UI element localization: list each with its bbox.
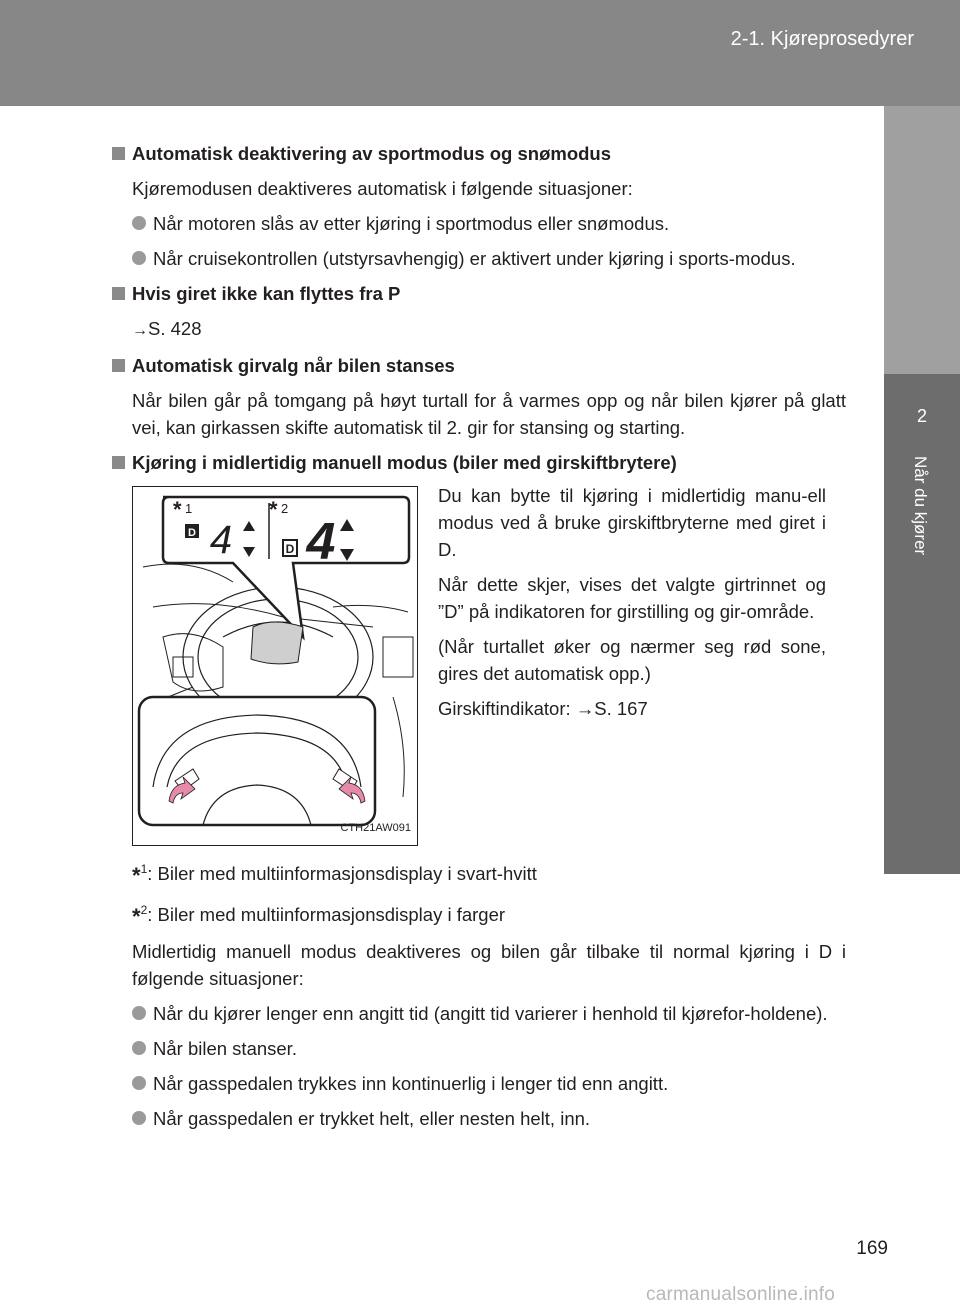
list-item: Når bilen stanser.: [132, 1035, 846, 1062]
paragraph: (Når turtallet øker og nærmer seg rød sone, gires det automatisk opp.): [438, 636, 826, 684]
round-bullet-icon: [132, 1041, 146, 1055]
arrow-right-icon: →: [132, 322, 148, 339]
svg-text:*: *: [269, 497, 278, 522]
square-bullet-icon: [112, 287, 125, 300]
section-heading: Kjøring i midlertidig manuell modus (biler med girskiftbrytere): [112, 449, 846, 476]
page-number: 169: [856, 1238, 888, 1259]
note-mark-1: 1: [185, 501, 193, 516]
square-bullet-icon: [112, 359, 125, 372]
list-item: Når du kjører lenger enn angitt tid (angitt tid varierer i henhold til kjørefor-holdene).: [132, 1000, 846, 1027]
footnote-2: *$^2$: Biler med multiinformasjonsdisplay i farger: [132, 903, 506, 930]
list-item: Når motoren slås av etter kjøring i sportmodus eller snømodus.: [132, 210, 846, 237]
footnote-1: *$^1$: Biler med multiinformasjonsdisplay i svart-hvitt: [132, 862, 537, 889]
round-bullet-icon: [132, 251, 146, 265]
round-bullet-icon: [132, 1006, 146, 1020]
round-bullet-icon: [132, 216, 146, 230]
watermark: carmanualsonline.info: [646, 1284, 836, 1305]
side-tab-upper: [884, 106, 960, 374]
paragraph: Kjøremodusen deaktiveres automatisk i følgende situasjoner:: [132, 178, 633, 199]
chapter-label: Når du kjører: [911, 456, 930, 556]
d-indicator-left: D: [188, 527, 196, 539]
round-bullet-icon: [132, 1111, 146, 1125]
paragraph: Midlertidig manuell modus deaktiveres og bilen går tilbake til normal kjøring i D i følgende situasjoner:: [132, 941, 846, 990]
note-mark-2: 2: [281, 501, 289, 516]
svg-text:*: *: [173, 497, 182, 522]
figure-row: [132, 486, 846, 846]
gear-digit-right: 4: [306, 513, 336, 571]
section-heading: Automatisk deaktivering av sportmodus og snømodus: [112, 140, 846, 167]
round-bullet-icon: [132, 1076, 146, 1090]
chapter-number: 2: [916, 406, 927, 426]
section-heading: Hvis giret ikke kan flyttes fra P: [112, 280, 846, 307]
figure-text: [438, 482, 826, 730]
page-header: [0, 0, 960, 106]
list-item: Når gasspedalen er trykket helt, eller nesten helt, inn.: [132, 1105, 846, 1132]
paddle-shifter-illustration: [132, 486, 418, 846]
paragraph: Når dette skjer, vises det valgte girtrinnet og ”D” på indikatoren for girstilling og gir-område.: [438, 574, 826, 622]
page-content: [112, 140, 846, 1140]
d-indicator-right: D: [285, 542, 295, 556]
paragraph: Du kan bytte til kjøring i midlertidig manu-ell modus ved å bruke girskiftbryterne med giret i D.: [438, 485, 826, 560]
list-item: Når gasspedalen trykkes inn kontinuerlig i lenger tid enn angitt.: [132, 1070, 846, 1097]
arrow-right-icon: →: [575, 698, 595, 719]
chapter-title: 2-1. Kjøreprosedyrer: [730, 28, 914, 50]
square-bullet-icon: [112, 456, 125, 469]
paragraph: Når bilen går på tomgang på høyt turtall for å varmes opp og når bilen kjører på glatt vei, kan girkassen skifte automatisk til 2. gir for stansing og starting.: [132, 390, 846, 438]
page-reference-link[interactable]: Girskiftindikator: →S. 167: [438, 698, 648, 719]
illustration-svg: [133, 487, 417, 845]
section-heading: Automatisk girvalg når bilen stanses: [112, 352, 846, 379]
square-bullet-icon: [112, 147, 125, 160]
chapter-side-tab[interactable]: [884, 374, 960, 874]
list-item: Når cruisekontrollen (utstyrsavhengig) er aktivert under kjøring i sports-modus.: [132, 245, 846, 272]
figure-caption: CTH21AW091: [340, 822, 411, 834]
page-reference-link[interactable]: →S. 428: [132, 318, 202, 339]
gear-digit-left: 4: [209, 518, 233, 562]
